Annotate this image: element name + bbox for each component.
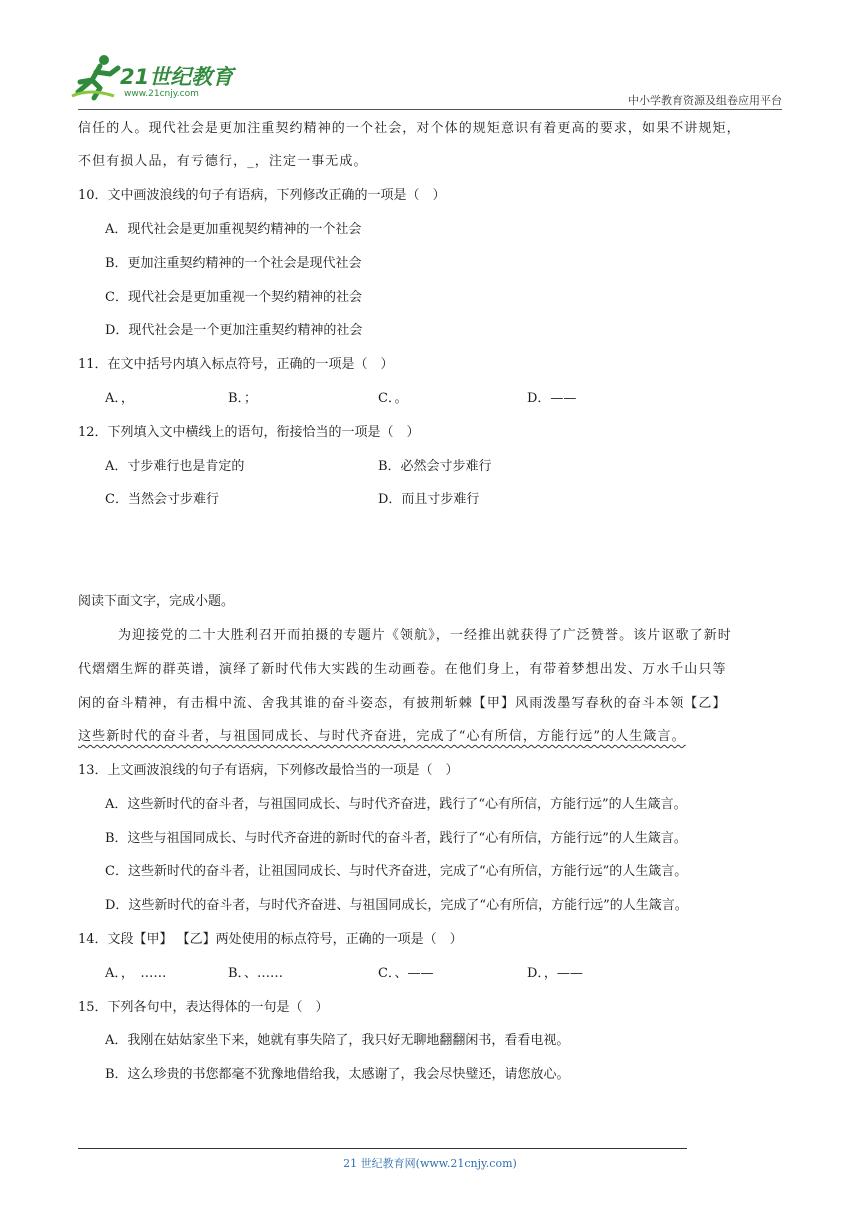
- passage-line-1: 信任的人。现代社会是更加注重契约精神的一个社会，对个体的规矩意识有着更高的要求，如果不讲规矩，: [78, 121, 741, 136]
- q10-option-a: A．现代社会是更加重视契约精神的一个社会: [105, 222, 362, 237]
- q13-option-b: B．这些与祖国同成长、与时代齐奋进的新时代的奋斗者，践行了“心有所信，方能行远”的人生箴言。: [105, 831, 687, 846]
- page-header: [0, 0, 860, 112]
- q11-option-a: A．，: [105, 391, 134, 406]
- q14-option-d: D．，——: [527, 966, 583, 981]
- q13-option-a: A．这些新时代的奋斗者，与祖国同成长、与时代齐奋进，践行了“心有所信，方能行远”的人生箴言。: [105, 797, 687, 812]
- q11-option-d: D．——: [527, 391, 577, 406]
- footer-divider: [78, 1148, 687, 1149]
- passage-line-2: 不但有损人品，有亏德行，_，注定一事无成。: [78, 154, 368, 169]
- logo: [70, 52, 250, 108]
- header-divider: [78, 109, 782, 110]
- q10-option-c: C．现代社会是更加重视一个契约精神的社会: [105, 290, 362, 305]
- q14-option-a: A．， ……: [105, 966, 167, 981]
- q11-option-c: C．。: [378, 391, 408, 406]
- q12-option-d: D．而且寸步难行: [378, 492, 480, 507]
- q12-option-a: A．寸步难行也是肯定的: [105, 459, 245, 474]
- reading-line-3: 闲的奋斗精神，有击楫中流、舍我其谁的奋斗姿态，有披荆斩棘【甲】风雨泼墨写春秋的奋斗本领【乙】: [78, 696, 727, 711]
- reading-intro: 阅读下面文字，完成小题。: [78, 594, 235, 609]
- logo-text: 21世纪教育: [120, 65, 234, 89]
- q13-option-d: D．这些新时代的奋斗者，与时代齐奋进、与祖国同成长，完成了“心有所信，方能行远”的人生箴言。: [105, 898, 688, 913]
- q14-option-c: C．、——: [378, 966, 434, 981]
- question-10-stem: 10．文中画波浪线的句子有语病，下列修改正确的一项是（ ）: [78, 188, 446, 203]
- q10-option-d: D．现代社会是一个更加注重契约精神的社会: [105, 323, 363, 338]
- q12-option-c: C．当然会寸步难行: [105, 492, 219, 507]
- q10-option-b: B．更加注重契约精神的一个社会是现代社会: [105, 256, 362, 271]
- logo-url: www.21cnjy.com: [124, 89, 199, 99]
- question-11-stem: 11．在文中括号内填入标点符号，正确的一项是（ ）: [78, 357, 394, 372]
- q12-option-b: B．必然会寸步难行: [378, 459, 492, 474]
- question-12-stem: 12．下列填入文中横线上的语句，衔接恰当的一项是（ ）: [78, 425, 420, 440]
- question-13-stem: 13．上文画波浪线的句子有语病，下列修改最恰当的一项是（ ）: [78, 763, 459, 778]
- platform-label: 中小学教育资源及组卷应用平台: [628, 94, 782, 107]
- q13-option-c: C．这些新时代的奋斗者，让祖国同成长、与时代齐奋进，完成了“心有所信，方能行远”的人生箴言。: [105, 864, 688, 879]
- question-14-stem: 14．文段【甲】 【乙】两处使用的标点符号，正确的一项是（ ）: [78, 932, 463, 947]
- q15-option-a: A．我刚在姑姑家坐下来，她就有事失陪了，我只好无聊地翻翻闲书，看看电视。: [105, 1033, 570, 1048]
- footer-text: 21 世纪教育网(www.21cnjy.com): [343, 1157, 517, 1170]
- reading-line-4-wavy: 这些新时代的奋斗者，与祖国同成长、与时代齐奋进，完成了“心有所信，方能行远”的人生箴言。: [78, 729, 686, 744]
- q11-option-b: B．；: [228, 391, 258, 406]
- question-15-stem: 15．下列各句中，表达得体的一句是（ ）: [78, 1000, 329, 1015]
- reading-line-1: 为迎接党的二十大胜利召开而拍摄的专题片《领航》，一经推出就获得了广泛赞誉。该片讴歌了新时: [118, 628, 732, 643]
- q14-option-b: B．、……: [228, 966, 284, 981]
- reading-line-2: 代熠熠生辉的群英谱，演绎了新时代伟大实践的生动画卷。在他们身上，有带着梦想出发、万水千山只等: [78, 662, 727, 677]
- q15-option-b: B．这么珍贵的书您都毫不犹豫地借给我，太感谢了，我会尽快璧还，请您放心。: [105, 1067, 570, 1082]
